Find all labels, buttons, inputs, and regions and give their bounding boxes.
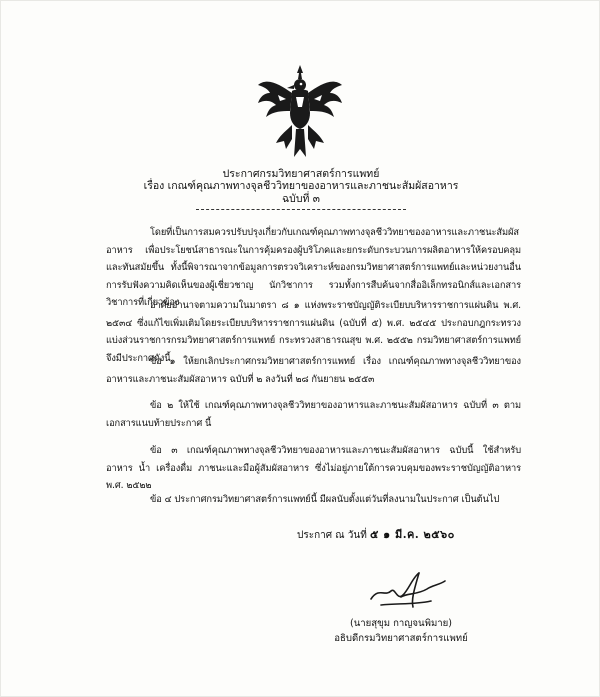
paragraph-preamble: โดยที่เป็นการสมควรปรับปรุงเกี่ยวกับเกณฑ์คุณภาพทางจุลชีววิทยาของอาหารและภาชนะสัมผัสอาหาร เพื่อประโยชน์สาธารณะในการคุ้มครองผู้บริโภคและยกระดับกระบวนการผลิตอาหารให้ครอบคลุมและทันสมัยขึ้น ทั้งนี้พิจารณาจากข้อมูลการตรวจวิเคราะห์ของกรมวิทยาศาสตร์การแพทย์และหน่วยงานอื่น การรับฟังความคิดเห็นของผู้เชี่ยวชาญ นักวิชาการ รวมทั้งการสืบค้นจากสื่ออิเล็กทรอนิกส์และเอกสารวิชาการที่เกี่ยวข้อง (106, 227, 521, 308)
handwritten-date: ๕ ๑ มี.ค. ๒๕๖๐ (369, 528, 455, 541)
paragraph-clause-3: ข้อ ๓ เกณฑ์คุณภาพทางจุลชีววิทยาของอาหารและภาชนะสัมผัสอาหาร ฉบับนี้ ใช้สำหรับอาหาร น้ำ เครื่องดื่ม ภาชนะและมือผู้สัมผัสอาหาร ซึ่งไม่อยู่ภายใต้การควบคุมของพระราชบัญญัติอาหาร พ.ศ. ๒๕๒๒ (106, 445, 521, 491)
paragraph-clause-4: ข้อ ๔ ประกาศกรมวิทยาศาสตร์การแพทย์นี้ มีผลนับตั้งแต่วันที่ลงนามในประกาศ เป็นต้นไป (150, 494, 500, 505)
paragraph-clause-1: ข้อ ๑ ให้ยกเลิกประกาศกรมวิทยาศาสตร์การแพทย์ เรื่อง เกณฑ์คุณภาพทางจุลชีววิทยาของอาหารและภาชนะสัมผัสอาหาร ฉบับที่ ๒ ลงวันที่ ๒๘ กันยายน ๒๕๕๓ (106, 356, 521, 385)
announcement-date (297, 528, 455, 543)
announcement-prefix: ประกาศ ณ วันที่ (297, 530, 367, 541)
issuer-heading: ประกาศกรมวิทยาศาสตร์การแพทย์ (222, 168, 380, 180)
paragraph-authority: อาศัยอำนาจตามความในมาตรา ๘ ๑ แห่งพระราชบัญญัติระเบียบบริหารราชการแผ่นดิน พ.ศ. ๒๕๓๔ ซึ่งแก้ไขเพิ่มเติมโดยระเบียบบริหารราชการแผ่นดิน (ฉบับที่ ๕) พ.ศ. ๒๕๔๕ ประกอบกฎกระทรวงแบ่งส่วนราชการกรมวิทยาศาสตร์การแพทย์ กระทรวงสาธารณสุข พ.ศ. ๒๕๕๒ กรมวิทยาศาสตร์การแพทย์จึงมีประกาศดังนี้ (106, 300, 521, 364)
paragraph-clause-2: ข้อ ๒ ให้ใช้ เกณฑ์คุณภาพทางจุลชีววิทยาของอาหารและภาชนะสัมผัสอาหาร ฉบับที่ ๓ ตามเอกสารแนบท้ายประกาศ นี้ (106, 400, 521, 429)
signatory-title: อธิบดีกรมวิทยาศาสตร์การแพทย์ (334, 633, 468, 644)
garuda-emblem-icon (256, 63, 344, 159)
header-divider (196, 209, 406, 210)
subject-heading: เรื่อง เกณฑ์คุณภาพทางจุลชีววิทยาของอาหารและภาชนะสัมผัสอาหาร (143, 180, 459, 192)
handwritten-signature (361, 567, 451, 613)
issue-number: ฉบับที่ ๓ (282, 193, 320, 205)
signatory-name: (นายสุขุม กาญจนพิมาย) (349, 618, 453, 629)
